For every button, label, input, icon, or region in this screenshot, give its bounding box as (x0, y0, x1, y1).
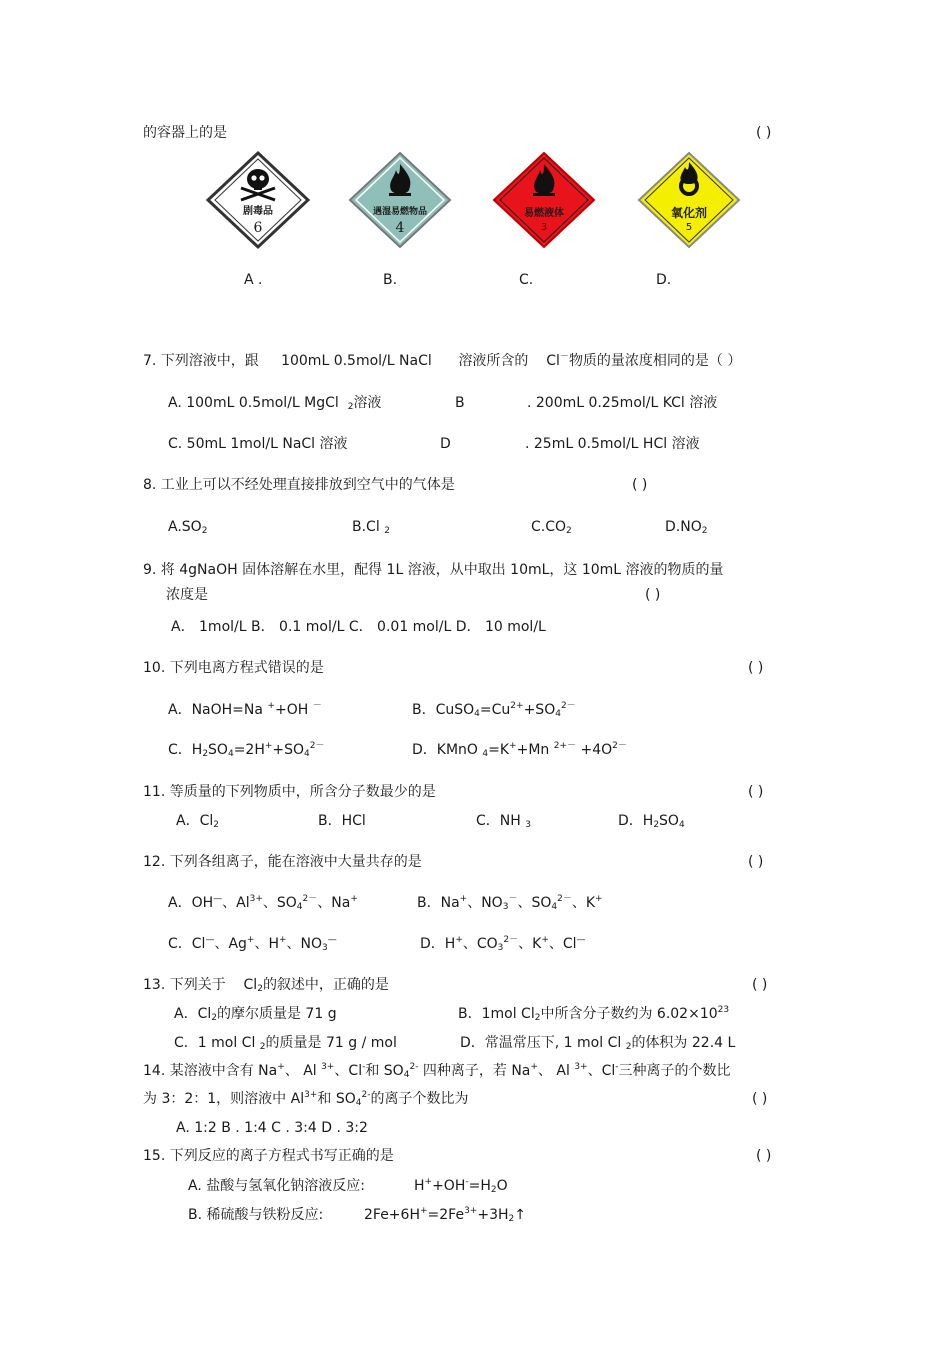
hazard-sign-toxic (205, 150, 311, 250)
question-15-answer-paren: ( ) (756, 1148, 772, 1164)
question-7-option-a[interactable]: A. 100mL 0.5mol/L MgCl $_2$溶液 (168, 395, 382, 412)
hazard-class-number: 3 (540, 222, 548, 233)
option-c-label[interactable]: C. (519, 272, 534, 288)
question-9-stem-continued: 浓度是 (166, 587, 208, 603)
hazard-label-oxidizer: 氧化剂 (670, 206, 707, 220)
question-15-option-b-equation: $2Fe+6H^+=2Fe^{3+}+3H_2↑$ (364, 1206, 526, 1224)
question-13-option-d[interactable]: D．常温常压下, 1 mol Cl $_2$的体积为 22.4 L (460, 1035, 736, 1052)
question-12-answer-paren: ( ) (748, 854, 764, 870)
hazard-class-number: 5 (685, 222, 693, 233)
question-11-option-c[interactable]: C．NH $_3$ (476, 813, 531, 830)
option-d-label[interactable]: D. (656, 272, 672, 288)
question-11-option-a[interactable]: A．$Cl_2$ (176, 813, 219, 830)
question-15-option-a-equation: $H^++OH^-=H_2O$ (414, 1177, 508, 1195)
hazard-label-flammable: 易燃液体 (524, 208, 564, 219)
question-14-stem: 14. 某溶液中含有 Na+、 Al $^{3+}$、Cl-和 $SO_4^{2-}$ 四种离子，若 Na+、 Al $^{3+}$、Cl-三种离子的个数比 (143, 1062, 731, 1080)
hazard-label-toxic: 剧毒品 (243, 206, 273, 217)
question-10-option-b[interactable]: B．$CuSO_4=Cu^{2+}+SO_4^{2-}$ (412, 701, 576, 719)
question-7-option-c[interactable]: C. 50mL 1mol/L NaCl 溶液 (168, 436, 348, 452)
question-9-options[interactable]: A． 1mol/L B． 0.1 mol/L C． 0.01 mol/L D． 10 mol/L (171, 619, 546, 635)
intro-text: 的容器上的是 (143, 125, 227, 141)
question-10-answer-paren: ( ) (748, 660, 764, 676)
hazard-class-number: 4 (395, 220, 405, 236)
hazard-sign-dangerous-when-wet (347, 150, 453, 250)
question-8-option-b[interactable]: B.Cl $_2$ (352, 519, 390, 536)
question-9-answer-paren: ( ) (645, 587, 661, 603)
question-15-option-a-label[interactable]: A. 盐酸与氢氧化钠溶液反应: (188, 1178, 365, 1194)
question-8-option-a[interactable]: $A.SO_2$ (168, 519, 208, 536)
question-8-option-c[interactable]: $C.CO_2$ (531, 519, 572, 536)
question-8-option-d[interactable]: $D.NO_2$ (665, 519, 708, 536)
question-11-answer-paren: ( ) (748, 784, 764, 800)
question-9-stem: 9. 将 4gNaOH 固体溶解在水里，配得 1L 溶液，从中取出 10mL，这 10mL 溶液的物质的量 (143, 562, 724, 578)
question-14-stem-continued: 为 3：2：1，则溶液中 $Al^{3+}$和 $SO_4^{2-}$的离子个数比为 (143, 1090, 469, 1108)
question-13-answer-paren: ( ) (752, 977, 768, 993)
question-7-option-d[interactable]: . 25mL 0.5mol/L HCl 溶液 (525, 436, 700, 452)
question-15-stem: 15. 下列反应的离子方程式书写正确的是 (143, 1148, 394, 1164)
question-13-option-c[interactable]: C．1 mol Cl $_2$的质量是 71 g / mol (174, 1035, 397, 1052)
option-b-label[interactable]: B. (383, 272, 398, 288)
question-12-option-b[interactable]: B．Na+、$NO_3^-$、$SO_4^{2-}$、K+ (417, 894, 603, 912)
question-15-option-b-label[interactable]: B. 稀硫酸与铁粉反应: (188, 1207, 324, 1223)
option-a-label[interactable]: A . (244, 272, 263, 288)
question-11-stem: 11. 等质量的下列物质中，所含分子数最少的是 (143, 784, 436, 800)
question-13-stem: 13. 下列关于 $Cl_2$的叙述中，正确的是 (143, 977, 389, 994)
question-8-answer-paren: ( ) (632, 477, 648, 493)
question-11-option-b[interactable]: B．HCl (318, 813, 366, 829)
question-8-stem: 8. 工业上可以不经处理直接排放到空气中的气体是 (143, 477, 455, 493)
hazard-class-number: 6 (253, 220, 263, 236)
question-12-option-c[interactable]: C．Cl—、Ag+、H+、$NO_3^—$ (168, 935, 337, 953)
intro-answer-paren: ( ) (756, 125, 772, 141)
question-13-option-b[interactable]: B．1mol $Cl_2$中所含分子数约为 $6.02\times 10^{23}$ (458, 1005, 730, 1023)
question-12-option-a[interactable]: A．OH—、$Al^{3+}$、$SO_4^{2-}$、Na+ (168, 894, 358, 912)
question-12-option-d[interactable]: D．H+、$CO_3^{2-}$、K+、Cl— (420, 935, 586, 953)
question-10-stem: 10. 下列电离方程式错误的是 (143, 660, 324, 676)
hazard-sign-flammable-liquid (491, 150, 597, 250)
hazard-sign-oxidizer (636, 150, 742, 250)
question-14-answer-paren: ( ) (752, 1091, 768, 1107)
question-7-stem: 7. 下列溶液中，跟 100mL 0.5mol/L NaCl 溶液所含的 Cl－物质的量浓度相同的是（ ） (143, 352, 742, 369)
question-14-options[interactable]: A. 1:2 B . 1:4 C . 3:4 D . 3:2 (176, 1120, 368, 1136)
question-7-option-d-letter[interactable]: D (440, 436, 451, 452)
question-7-option-b[interactable]: . 200mL 0.25mol/L KCl 溶液 (527, 395, 718, 411)
question-10-option-c[interactable]: C．$H_2SO_4=2H^++SO_4^{2-}$ (168, 741, 325, 759)
question-13-option-a[interactable]: A．$Cl_2$的摩尔质量是 71 g (174, 1006, 337, 1023)
hazard-label-wet: 遇湿易燃物品 (372, 207, 427, 217)
question-11-option-d[interactable]: D．$H_2SO_4$ (618, 813, 685, 830)
question-10-option-d[interactable]: D．KMnO $_4$=K++Mn $^{2+-} +4O^{2-}$ (412, 741, 627, 759)
question-12-stem: 12. 下列各组离子，能在溶液中大量共存的是 (143, 854, 422, 870)
question-10-option-a[interactable]: A．NaOH=Na ++OH － (168, 701, 322, 718)
question-7-option-b-letter[interactable]: B (455, 395, 465, 411)
